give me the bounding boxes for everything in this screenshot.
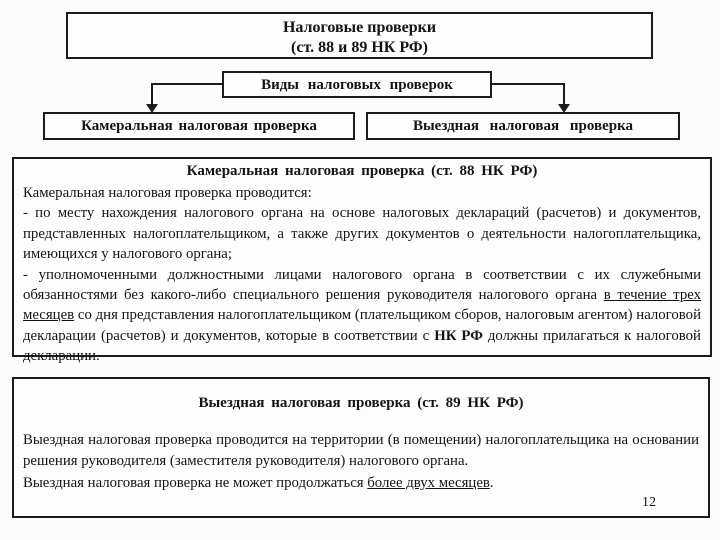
branch-box-vyezdnaya-label: Выездная налоговая проверка [412,118,634,134]
item2-start: - уполномоченными должностными лицами налогового органа в соответствии с их служебными обязанностями без какого-либо специального решения руководителя налогового органа [23,266,701,304]
branch-box-vyezdnaya [366,112,680,140]
section-kameralnaya-item1: - по месту нахождения налогового органа на основе налоговых деклараций (расчетов) и документов, представленных налогоплательщиком, а также других документов о деятельности налогоплательщика, имеющихся у налогового органа; [23,205,701,263]
branch-box-kameralnaya-label: Камеральная налоговая проверка [81,118,317,134]
left-connector-vertical [151,83,153,106]
section-kameralnaya-title: Камеральная налоговая проверка (ст. 88 НК РФ) [186,163,538,179]
item2-underlined-term: в течение трех месяцев [23,287,702,324]
section-kameralnaya [12,157,712,365]
right-connector-horizontal [492,83,565,85]
right-connector-vertical [563,83,565,106]
types-box-label: Виды налоговых проверок [261,77,453,93]
title-line1: Налоговые проверки [282,19,437,36]
para2-start: Выездная налоговая проверка не может продолжаться [23,474,368,491]
page-number: 12 [642,495,656,510]
title-line2: (ст. 88 и 89 НК РФ) [291,39,428,56]
section-vyezdnaya [12,377,710,518]
section-kameralnaya-item2 [23,265,701,367]
section-kameralnaya-intro: Камеральная налоговая проверка проводится: [23,185,312,201]
title-box [66,12,653,59]
para2-end: . [489,474,494,491]
item2-middle: со дня представления налогоплательщиком (плательщиком сборов, налоговым агентом) налоговой декларации (расчетов) и документов, которые в соответствии с [23,307,701,344]
para2-underlined-term: более двух месяцев [367,474,490,491]
item2-end: должны прилагаться к налоговой декларации. [23,327,701,365]
section-vyezdnaya-title: Выездная налоговая проверка (ст. 89 НК РФ) [198,395,524,411]
left-connector-horizontal [151,83,222,85]
section-vyezdnaya-para1: Выездная налоговая проверка проводится на территории (в помещении) налогоплательщика на основании решения руководителя (заместителя руководителя) налогового органа. [23,432,699,470]
types-box [222,71,492,98]
section-vyezdnaya-para2 [23,473,699,494]
branch-box-kameralnaya [43,112,355,140]
item2-bold-term: НК РФ [434,327,483,344]
